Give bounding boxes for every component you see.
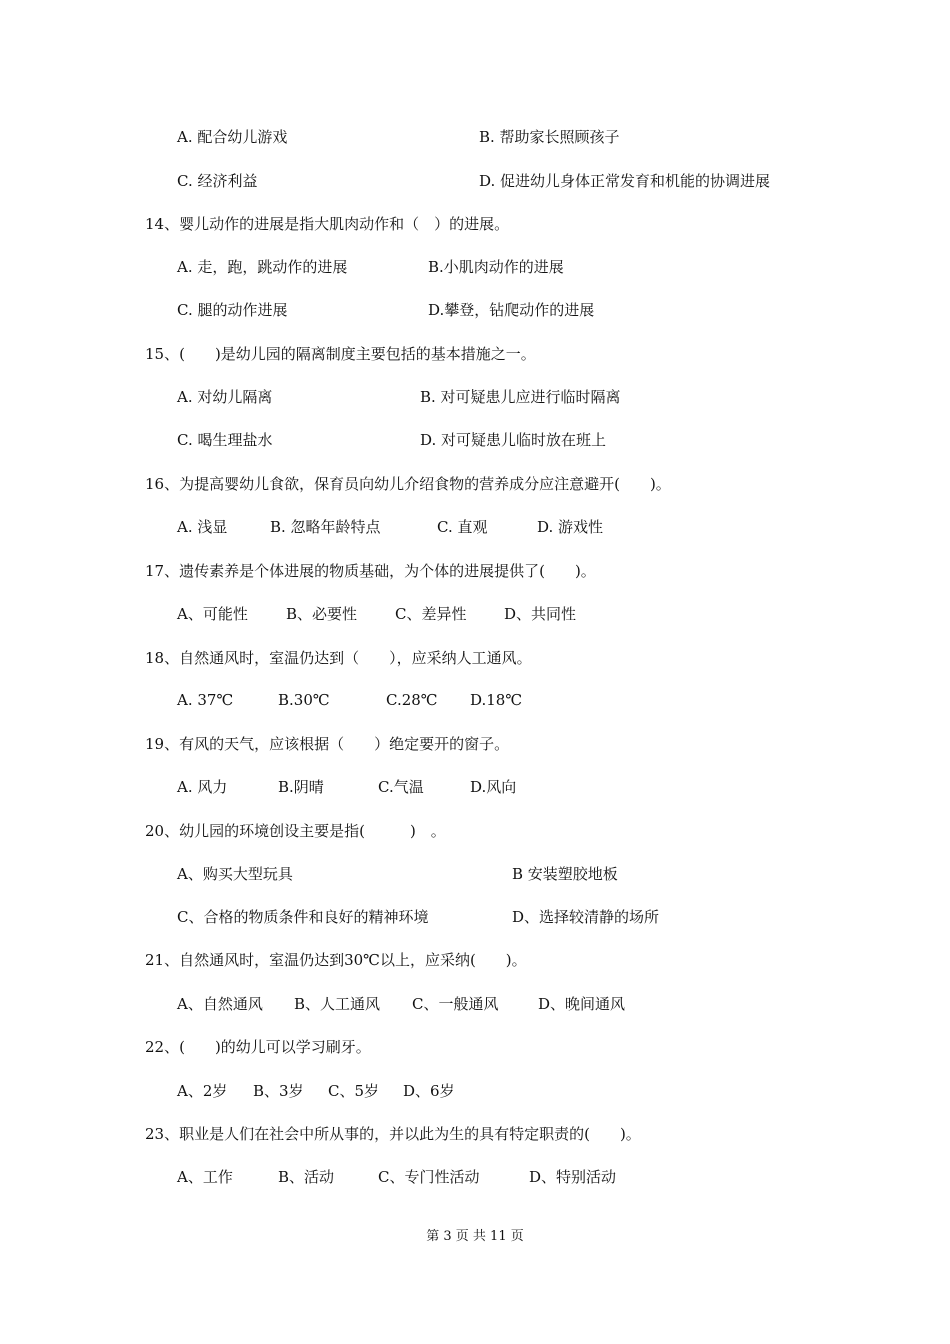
q17-option-d: D、共同性 [504,605,577,623]
q18-option-b: B.30℃ [278,691,330,709]
q20-option-b: B 安装塑胶地板 [512,865,618,883]
q17-option-a: A、可能性 [177,605,248,623]
q15-option-b: B. 对可疑患儿应进行临时隔离 [420,388,621,406]
q13-option-c: C. 经济利益 [177,172,258,190]
q21-option-a: A、自然通风 [177,995,263,1013]
page-number-footer: 第 3 页 共 11 页 [426,1229,524,1244]
q21-option-d: D、晚间通风 [538,995,626,1013]
q23-option-a: A、工作 [177,1168,233,1186]
q21-option-b: B、人工通风 [294,995,381,1013]
q19-option-b: B.阴晴 [278,778,324,796]
question-22: 22、( )的幼儿可以学习刷牙。 [145,1038,371,1056]
q21-option-c: C、一般通风 [412,995,499,1013]
q14-option-a: A. 走，跑，跳动作的进展 [177,258,348,276]
q16-option-a: A. 浅显 [177,518,228,536]
q20-option-a: A、购买大型玩具 [177,865,293,883]
question-15: 15、( )是幼儿园的隔离制度主要包括的基本措施之一。 [145,345,536,363]
q17-option-c: C、差异性 [395,605,467,623]
q22-option-c: C、5岁 [328,1082,380,1100]
question-17: 17、遗传素养是个体进展的物质基础，为个体的进展提供了( )。 [145,562,596,580]
q15-option-c: C. 喝生理盐水 [177,431,273,449]
q13-option-a: A. 配合幼儿游戏 [177,128,288,146]
q16-option-b: B. 忽略年龄特点 [270,518,381,536]
q18-option-c: C.28℃ [386,691,438,709]
q23-option-d: D、特别活动 [529,1168,617,1186]
question-14: 14、婴儿动作的进展是指大肌肉动作和（ ）的进展。 [145,215,510,233]
question-21: 21、自然通风时，室温仍达到30℃以上，应采纳( )。 [145,951,527,969]
question-19: 19、有风的天气，应该根据（ ）绝定要开的窗子。 [145,735,510,753]
q22-option-a: A、2岁 [177,1082,228,1100]
q19-option-a: A. 风力 [177,778,228,796]
q17-option-b: B、必要性 [286,605,358,623]
q14-option-d: D.攀登，钻爬动作的进展 [428,301,595,319]
q20-option-c: C、合格的物质条件和良好的精神环境 [177,908,429,926]
q15-option-d: D. 对可疑患儿临时放在班上 [420,431,607,449]
q13-option-d: D. 促进幼儿身体正常发育和机能的协调进展 [479,172,771,190]
question-23: 23、职业是人们在社会中所从事的，并以此为生的具有特定职责的( )。 [145,1125,641,1143]
q18-option-d: D.18℃ [470,691,523,709]
question-18: 18、自然通风时，室温仍达到（ ），应采纳人工通风。 [145,649,532,667]
q14-option-b: B.小肌肉动作的进展 [428,258,564,276]
q19-option-d: D.风向 [470,778,517,796]
q19-option-c: C.气温 [378,778,424,796]
q13-option-b: B. 帮助家长照顾孩子 [479,128,620,146]
q16-option-d: D. 游戏性 [537,518,604,536]
q15-option-a: A. 对幼儿隔离 [177,388,273,406]
q18-option-a: A. 37℃ [177,691,234,709]
q23-option-c: C、专门性活动 [378,1168,480,1186]
q23-option-b: B、活动 [278,1168,335,1186]
q20-option-d: D、选择较清静的场所 [512,908,660,926]
q22-option-d: D、6岁 [403,1082,455,1100]
q16-option-c: C. 直观 [437,518,488,536]
question-16: 16、为提高婴幼儿食欲，保育员向幼儿介绍食物的营养成分应注意避开( )。 [145,475,671,493]
q22-option-b: B、3岁 [253,1082,304,1100]
q14-option-c: C. 腿的动作进展 [177,301,288,319]
question-20: 20、幼儿园的环境创设主要是指( ) 。 [145,822,446,840]
